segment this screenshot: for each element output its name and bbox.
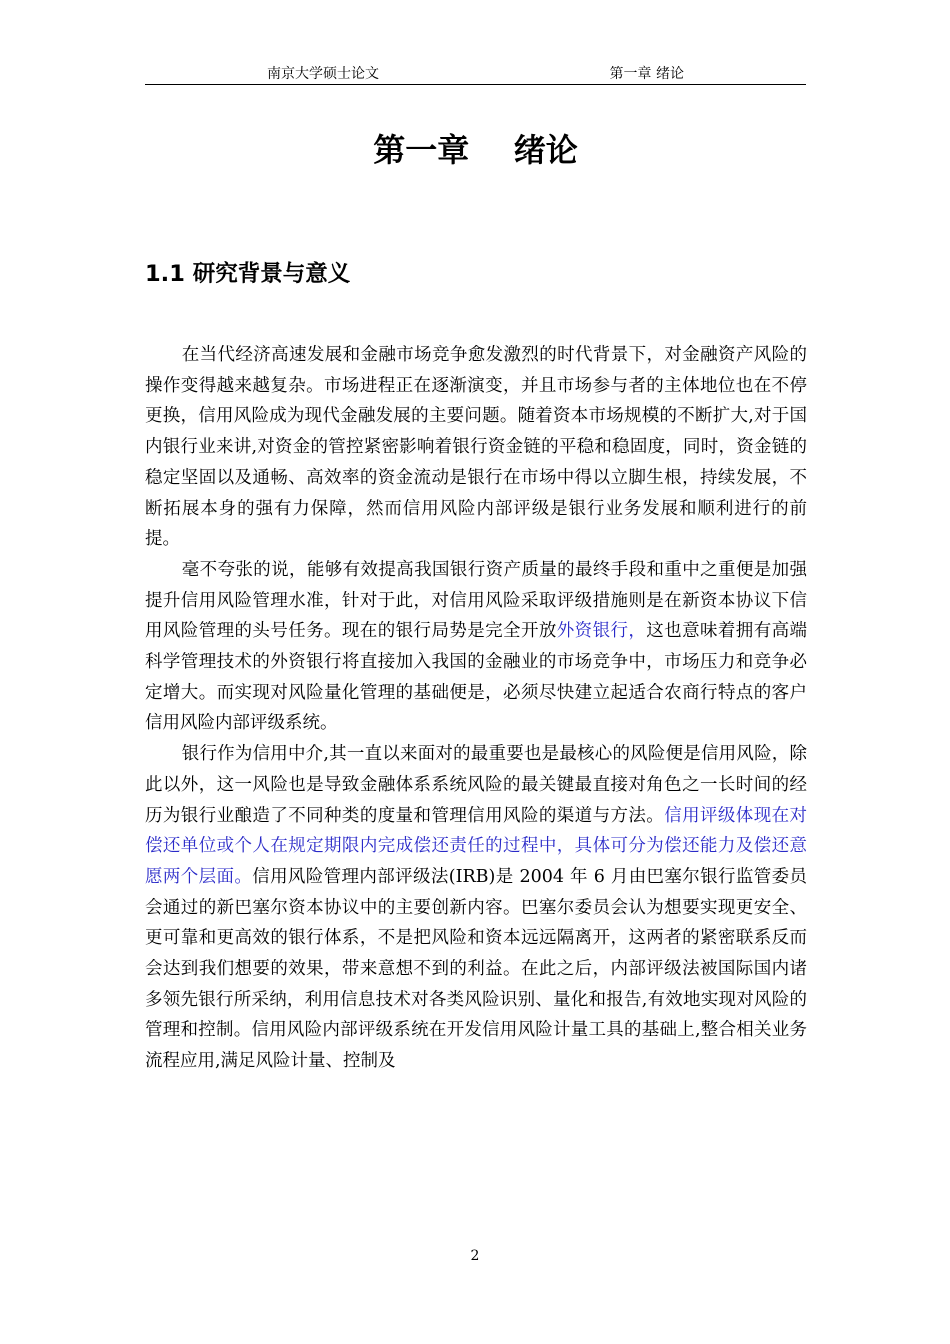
chapter-title: 第一章 绪论 xyxy=(373,131,578,169)
paragraph-1 xyxy=(145,340,807,555)
header-thesis-title: 南京大学硕士论文 xyxy=(267,66,379,82)
section-heading: 1.1 研究背景与意义 xyxy=(145,261,351,287)
paragraph-1-text: 在当代经济高速发展和金融市场竞争愈发激烈的时代背景下，对金融资产风险的操作变得越来越复杂。市场进程正在逐渐演变，并且市场参与者的主体地位也在不停更换，信用风险成为现代金融发展的主要问题。随着资本市场规模的不断扩大,对于国内银行业来讲,对资金的管控紧密影响着银行资金链的平稳和稳固度，同时，资金链的稳定坚固以及通畅、高效率的资金流动是银行在市场中得以立脚生根，持续发展，不断拓展本身的强有力保障，然而信用风险内部评级是银行业务发展和顺利进行的前提。 xyxy=(145,345,807,550)
page-number: 2 xyxy=(470,1248,480,1264)
paragraph-2-link[interactable]: 外资银行， xyxy=(556,621,647,642)
paragraph-3-link[interactable]: 信用评级体现在对偿还单位或个人在规定期限内完成偿还责任的过程中，具体可分为偿还能力及偿还意愿两个层面。 xyxy=(145,805,808,887)
paragraph-3 xyxy=(145,739,807,1077)
paragraph-2-text: 毫不夸张的说，能够有效提高我国银行资产质量的最终手段和重中之重便是加强提升信用风险管理水准，针对于此，对信用风险采取评级措施则是在新资本协议下信用风险管理的头号任务。现在的银行局势是完全开放 xyxy=(145,559,807,642)
header-chapter-name: 第一章 绪论 xyxy=(609,66,684,82)
body-text xyxy=(145,340,807,1077)
paragraph-3-text-end: 信用风险管理内部评级法(IRB)是 2004 年 6 月由巴塞尔银行监管委员会通过的新巴塞尔资本协议中的主要创新内容。巴塞尔委员会认为想要实现更安全、更可靠和更高效的银行体系，不是把风险和资本远远隔离开，这两者的紧密联系反而会达到我们想要的效果，带来意想不到的利益。在此之后，内部评级法被国际国内诸多领先银行所采纳，利用信息技术对各类风险识别、量化和报告,有效地实现对风险的管理和控制。信用风险内部评级系统在开发信用风险计量工具的基础上,整合相关业务流程应用,满足风险计量、控制及 xyxy=(145,866,807,1072)
paragraph-2 xyxy=(145,555,807,739)
running-header xyxy=(145,64,806,84)
paragraph-3-text: 银行作为信用中介,其一直以来面对的最重要也是最核心的风险便是信用风险，除此以外，这一风险也是导致金融体系系统风险的最关键最直接对角色之一长时间的经历为银行业酿造了不同种类的度量和管理信用风险的渠道与方法。 xyxy=(145,744,807,826)
paragraph-2-text-end: 这也意味着拥有高端科学管理技术的外资银行将直接加入我国的金融业的市场竞争中，市场压力和竞争必定增大。而实现对风险量化管理的基础便是，必须尽快建立起适合农商行特点的客户信用风险内部评级系统。 xyxy=(145,621,808,734)
header-rule xyxy=(145,84,806,85)
